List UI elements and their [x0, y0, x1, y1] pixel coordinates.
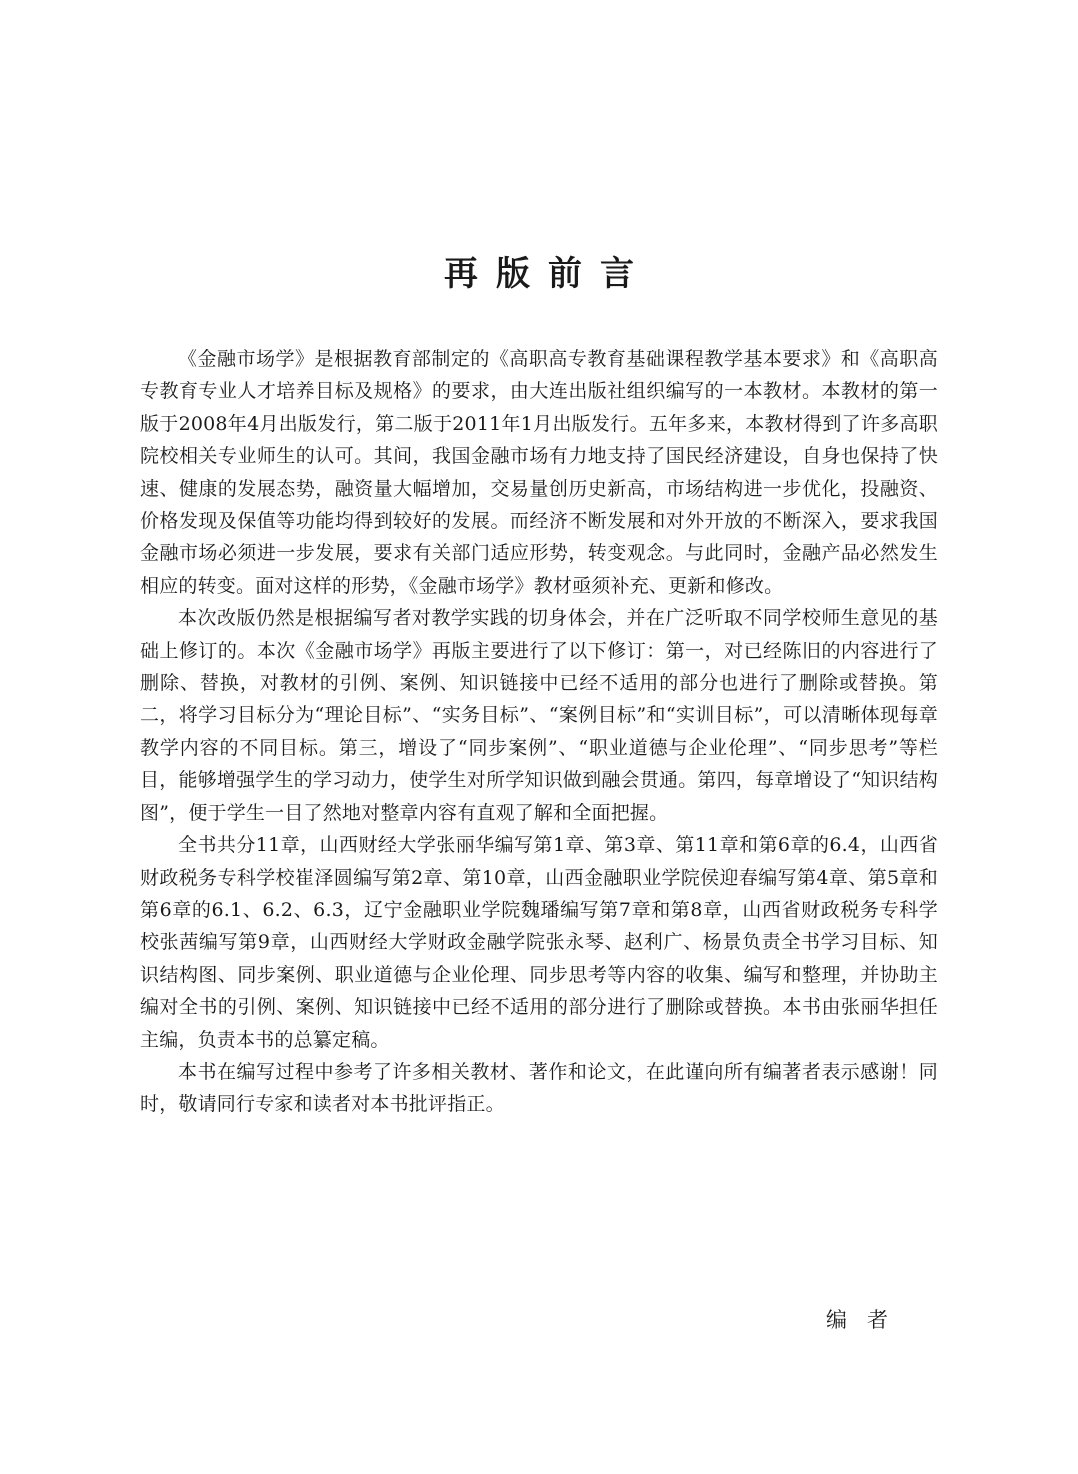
page-title: 再版前言: [444, 254, 652, 294]
paragraph-2: 本次改版仍然是根据编写者对教学实践的切身体会，并在广泛听取不同学校师生意见的基础上修订的。本次《金融市场学》再版主要进行了以下修订：第一，对已经陈旧的内容进行了删除、替换，对教材的引例、案例、知识链接中已经不适用的部分也进行了删除或替换。第二，将学习目标分为“理论目标”、“实务目标”、“案例目标”和“实训目标”，可以清晰体现每章教学内容的不同目标。第三，增设了“同步案例”、“职业道德与企业伦理”、“同步思考”等栏目，能够增强学生的学习动力，使学生对所学知识做到融会贯通。第四，每章增设了“知识结构图”，便于学生一目了然地对整章内容有直观了解和全面把握。: [140, 607, 938, 824]
author-signature: 编者: [826, 1308, 908, 1332]
paragraph-4: 本书在编写过程中参考了许多相关教材、著作和论文，在此谨向所有编著者表示感谢！同时，敬请同行专家和读者对本书批评指正。: [140, 1060, 938, 1116]
preface-body: [140, 343, 938, 1121]
paragraph-3: 全书共分11章，山西财经大学张丽华编写第1章、第3章、第11章和第6章的6.4，山西省财政税务专科学校崔泽圆编写第2章、第10章，山西金融职业学院侯迎春编写第4章、第5章和第6章的6.1、6.2、6.3，辽宁金融职业学院魏璠编写第7章和第8章，山西省财政税务专科学校张茜编写第9章，山西财经大学财政金融学院张永琴、赵利广、杨景负责全书学习目标、知识结构图、同步案例、职业道德与企业伦理、同步思考等内容的收集、编写和整理，并协助主编对全书的引例、案例、知识链接中已经不适用的部分进行了删除或替换。本书由张丽华担任主编，负责本书的总纂定稿。: [140, 834, 938, 1051]
paragraph-1: 《金融市场学》是根据教育部制定的《高职高专教育基础课程教学基本要求》和《高职高专教育专业人才培养目标及规格》的要求，由大连出版社组织编写的一本教材。本教材的第一版于2008年4月出版发行，第二版于2011年1月出版发行。五年多来，本教材得到了许多高职院校相关专业师生的认可。其间，我国金融市场有力地支持了国民经济建设，自身也保持了快速、健康的发展态势，融资量大幅增加，交易量创历史新高，市场结构进一步优化，投融资、价格发现及保值等功能均得到较好的发展。而经济不断发展和对外开放的不断深入，要求我国金融市场必须进一步发展，要求有关部门适应形势，转变观念。与此同时，金融产品必然发生相应的转变。面对这样的形势，《金融市场学》教材亟须补充、更新和修改。: [140, 348, 938, 597]
